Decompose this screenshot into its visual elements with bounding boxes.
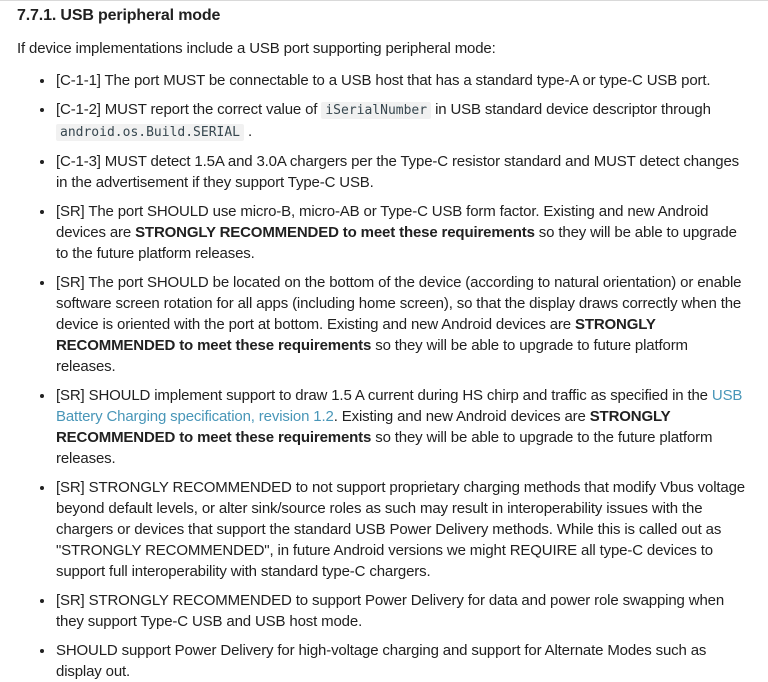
intro-paragraph: If device implementations include a USB port supporting peripheral mode:	[17, 40, 496, 57]
requirements-list	[17, 70, 746, 682]
list-item: • SHOULD support Power Delivery for high-voltage charging and support for Alternate Modes such as display out.	[55, 640, 746, 682]
emphasis-text: STRONGLY RECOMMENDED to meet these requirements	[56, 316, 656, 354]
section-heading: 7.7.1. USB peripheral mode	[17, 7, 221, 24]
list-item: • [SR] STRONGLY RECOMMENDED to not support proprietary charging methods that modify Vbus voltage beyond default levels, or alter sink/source roles as such may result in interoperability issues with the chargers or devices that support the standard USB Power Delivery methods. While this is called out as "STRONGLY RECOMMENDED", in future Android versions we might REQUIRE all type-C devices to support full interoperability with standard type-C chargers.	[55, 477, 746, 582]
emphasis-text: STRONGLY RECOMMENDED to meet these requirements	[135, 224, 535, 241]
list-item: • [C-1-2] MUST report the correct value of iSerialNumber in USB standard device descriptor through android.os.Build.SERIAL .	[55, 99, 746, 143]
code-span: iSerialNumber	[321, 102, 431, 119]
list-item: • [SR] STRONGLY RECOMMENDED to support Power Delivery for data and power role swapping when they support Type-C USB and USB host mode.	[55, 590, 746, 632]
list-item: • [C-1-3] MUST detect 1.5A and 3.0A chargers per the Type-C resistor standard and MUST detect changes in the advertisement if they support Type-C USB.	[55, 151, 746, 193]
list-item: • [SR] The port SHOULD use micro-B, micro-AB or Type-C USB form factor. Existing and new Android devices are STRONGLY RECOMMENDED to meet these requirements so they will be able to upgrade to the future platform releases.	[55, 201, 746, 264]
code-span: android.os.Build.SERIAL	[56, 124, 244, 141]
list-item: • [SR] The port SHOULD be located on the bottom of the device (according to natural orientation) or enable software screen rotation for all apps (including home screen), so that the display draws correctly when the device is oriented with the port at bottom. Existing and new Android devices are STRONGLY RECOMMENDED to meet these requirements so they will be able to upgrade to future platform releases.	[55, 272, 746, 377]
list-item: • [SR] SHOULD implement support to draw 1.5 A current during HS chirp and traffic as specified in the USB Battery Charging specification, revision 1.2. Existing and new Android devices are STRONGLY RECOMMENDED to meet these requirements so they will be able to upgrade to the future platform releases.	[55, 385, 746, 469]
emphasis-text: STRONGLY RECOMMENDED to meet these requirements	[56, 408, 671, 446]
list-item: • [C-1-1] The port MUST be connectable to a USB host that has a standard type-A or type-C USB port.	[55, 70, 746, 91]
link-usb-battery-charging-spec[interactable]: USB Battery Charging specification, revision 1.2	[56, 387, 743, 425]
